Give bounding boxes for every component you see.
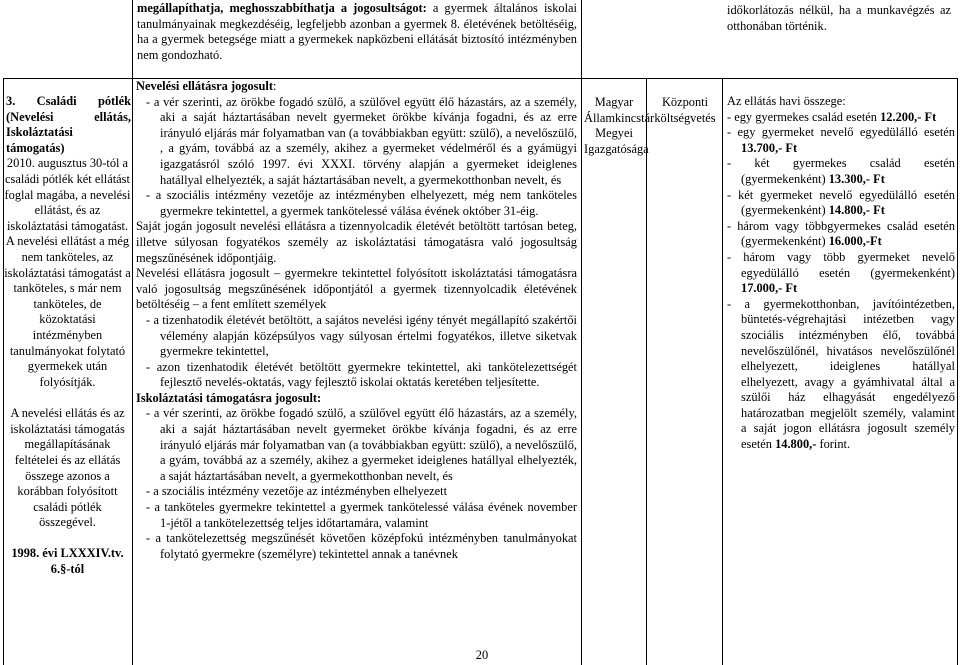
authority-cell: [584, 95, 655, 157]
amount-value: 13.300,- Ft: [828, 171, 885, 186]
top-cell-eligibility: [137, 1, 577, 63]
amount-cell: [727, 94, 955, 453]
amount-item-text: a gyermekotthonban, javítóintézetben, büntetés-végrehajtási intézetben vagy szociális intézményben élő, továbbá nevelőszülőnél, hivatásos nevelőszülőnél elhelyezett, ideiglenes hatállyal elhelyezett, avagy a gyámhivatal által a szülői ház elhagyását engedélyező határozatban megjelölt személy, valamint a saját jogon ellátásra jogosult személy esetén: [741, 296, 955, 452]
list-item: - a szociális intézmény vezetője az intézményben elhelyezett, még nem tanköteles gyermekre tekintettel, a gyermek tankötelessé válása évének október 31-éig.: [146, 188, 577, 218]
amount-item-text: három vagy többgyermekes család esetén (gyermekenként): [737, 218, 955, 249]
amount-item-text: két gyermeket nevelő egyedülálló esetén (gyermekenként): [738, 187, 955, 218]
heading-nevelesi-colon: :: [272, 79, 277, 93]
amount-item: - három vagy többgyermekes család esetén (gyermekenként) 16.000,-Ft: [727, 218, 955, 249]
list-item: - a vér szerinti, az örökbe fogadó szülő, a szülővel együtt élő házastárs, az a személy, aki a saját háztartásában nevelt gyermeket örökbe kívánja fogadni, és az erre irányuló eljárás már folyamatban van (a továbbiakban együtt: szülő), a nevelőszülő, , a gyám, továbbá az a személy, akihez a gyermeket védelméről és a gyámügyi igazgatásról szóló 1997. évi XXXI. törvény alapján a gyermeket ideiglenes hatállyal elhelyezték, a saját háztartásában nevelt, a gyermekotthonban nevelt, és: [146, 94, 577, 187]
amount-value: 12.200,- Ft: [880, 109, 937, 124]
list-item: - azon tizenhatodik életévét betöltött gyermekre tekintettel, aki tankötelezettségét fejlesztő nevelés-oktatás, vagy fejlesztő iskolai oktatás keretében teljesítette.: [146, 359, 577, 390]
page-number: 20: [475, 648, 489, 662]
top-cell-right: [727, 3, 951, 34]
amount-item-text: egy gyermekes család esetén: [734, 109, 881, 124]
amount-item: - két gyermeket nevelő egyedülálló esetén (gyermekenként) 14.800,- Ft: [727, 187, 955, 218]
top-cell-right-text: időkorlátozás nélkül, ha a munkavégzés az otthonában történik.: [727, 3, 951, 33]
list-item: - a szociális intézmény vezetője az intézményben elhelyezett: [146, 484, 448, 499]
list-item-text: a tankötelezettség megszűnését követően középfokú intézményben tanulmányokat folytató gyermekre (személyre) tekintettel annak a tanévnek: [155, 531, 577, 561]
heading-nevelesi: Nevelési ellátásra jogosult: [136, 79, 273, 93]
authority-text: Magyar Államkincstár Megyei Igazgatósága: [584, 95, 655, 156]
section-title: 3. Családi pótlék (Nevelési ellátás, Iskoláztatási támogatás): [6, 94, 131, 155]
list-item-text: a szociális intézmény vezetője az intézményben elhelyezett, még nem tanköteles gyermekre tekintettel, a gyermek tankötelessé válása évének október 31-éig.: [155, 188, 577, 218]
middle-cell: [136, 79, 577, 649]
amount-item: - két gyermekes család esetén (gyermekenként) 13.300,- Ft: [727, 156, 955, 186]
list-item-text: a vér szerinti, az örökbe fogadó szülő, a szülővel együtt élő házastárs, az a személy, aki a saját háztartásában nevelt gyermeket örökbe kívánja fogadni, és az erre irányuló eljárás már folyamatban van (a továbbiakban együtt: szülő), a nevelőszülő, , a gyám, továbbá az a személy, akihez a gyermeket védelméről és a gyámügyi igazgatásról szóló 1997. évi XXXI. törvény alapján a gyermeket ideiglenes hatállyal elhelyezték, a saját háztartásában nevelt, a gyermekotthonban nevelt, és: [153, 94, 577, 187]
funding-text: Központi költségvetés: [654, 95, 716, 125]
amount-value: 16.000,-Ft: [828, 234, 882, 249]
left-paragraph-3: A nevelési ellátás és az iskoláztatási támogatás megállapításának feltételei és az ellátás összege azonos a korábban folyósított családi pótlék összegével.: [10, 406, 125, 530]
list-item-text: azon tizenhatodik életévét betöltött gyermekre tekintettel, aki tankötelezettségét fejlesztő nevelés-oktatás, vagy fejlesztő iskolai oktatás keretében teljesítette.: [156, 359, 577, 390]
top-cell-bold: megállapíthatja, meghosszabbíthatja a jogosultságot:: [137, 1, 427, 15]
amount-value: 14.800,-: [775, 437, 817, 452]
amount-lead: Az ellátás havi összege:: [727, 94, 846, 108]
amount-item-text: két gyermekes család esetén (gyermekenként): [741, 156, 955, 186]
amount-tail: forint.: [816, 437, 851, 452]
funding-cell: [650, 95, 720, 126]
amount-item: - egy gyermekes család esetén 12.200,- Ft: [727, 109, 937, 124]
top-cell-text: a gyermek általános iskolai tanulmányainak megkezdéséig, legfeljebb azonban a gyermek 8. életévének betöltéséig, ha a gyermek betegsége miatt a gyermekek napközbeni ellátását biztosító intézményben nem gondozható.: [137, 1, 577, 62]
left-cell: [4, 94, 131, 577]
amount-value: 13.700,- Ft: [741, 140, 798, 155]
amount-item-text: egy gyermeket nevelő egyedülálló esetén: [737, 125, 955, 140]
list-item-text: a vér szerinti, az örökbe fogadó szülő, a szülővel együtt élő házastárs, az a személy, aki a saját háztartásában nevelt gyermeket örökbe kívánja fogadni, és az erre irányuló eljárás már folyamatban van (a továbbiakban együtt: szülő), a nevelőszülő, a gyám, továbbá az a személy, akihez a gyermeket ideiglenes hatállyal elhelyezték, a saját háztartásában nevelt, a gyermekotthonban nevelt, és: [153, 406, 577, 483]
amount-item-institution: - a gyermekotthonban, javítóintézetben, büntetés-végrehajtási intézetben vagy szociális intézményben élő, továbbá nevelőszülőnél, hivatásos nevelőszülőnél elhelyezett, ideiglenes hatállyal elhelyezett, avagy a gyámhivatal által a szülői ház elhagyását engedélyező határozatban megjelölt személy, valamint a saját jogon ellátásra jogosult személy esetén 14.800,- forint.: [727, 296, 955, 452]
amount-item: - három vagy több gyermeket nevelő egyedülálló esetén (gyermekenként) 17.000,- Ft: [727, 249, 955, 296]
list-item-text: a tizenhatodik életévét betöltött, a sajátos nevelési igény tényét megállapító szakértői vélemény alapján középsúlyos vagy súlyosan értelmi fogyatékos, illetve siketvak gyermekre tekintettel,: [153, 312, 577, 359]
left-paragraph-1: 2010. augusztus 30-tól a családi pótlék két ellátást foglal magába, a nevelési ellátást, és az iskoláztatási támogatást.: [4, 156, 131, 233]
list-item: - a tankötelezettség megszűnését követően középfokú intézményben tanulmányokat folytató gyermekre (személyre) tekintettel annak a tanévnek: [146, 531, 577, 561]
list-item-text: a tanköteles gyermekre tekintettel a gyermek tankötelessé válása évének november 1-jétől a tankötelezettség teljes időtartamára, valamint: [154, 500, 578, 530]
amount-item-text: három vagy több gyermeket nevelő egyedülálló esetén (gyermekenként): [741, 249, 955, 280]
list-item-text: a szociális intézmény vezetője az intézményben elhelyezett: [153, 484, 448, 499]
amount-value: 17.000,- Ft: [741, 281, 798, 296]
amount-value: 14.800,- Ft: [828, 203, 885, 218]
list-item: - a tizenhatodik életévét betöltött, a sajátos nevelési igény tényét megállapító szakértői vélemény alapján középsúlyos vagy súlyosan értelmi fogyatékos, illetve siketvak gyermekre tekintettel,: [146, 312, 577, 359]
paragraph-sajat: Saját jogán jogosult nevelési ellátásra a tizennyolcadik életévét betöltött tartósan beteg, illetve súlyosan fogyatékos személy az iskoláztatási támogatásra való jogosultság megszűnésének időpontjáig.: [136, 219, 577, 265]
heading-iskolaztatasi: Iskoláztatási támogatásra jogosult:: [136, 390, 322, 405]
list-item: - a vér szerinti, az örökbe fogadó szülő, a szülővel együtt élő házastárs, az a személy, aki a saját háztartásában nevelt gyermeket örökbe kívánja fogadni, és az erre irányuló eljárás már folyamatban van (a továbbiakban együtt: szülő), a nevelőszülő, a gyám, továbbá az a személy, akihez a gyermeket ideiglenes hatállyal elhelyezték, a saját háztartásában nevelt, a gyermekotthonban nevelt, és: [146, 406, 577, 483]
paragraph-nevelesi: Nevelési ellátásra jogosult – gyermekre tekintettel folyósított iskoláztatási támogatásra való jogosultság megszűnésének időpontjától a gyermek tizennyolcadik életévének betöltéséig – a fent említett személyek: [136, 266, 577, 312]
law-reference: 1998. évi LXXXIV.tv. 6.§-tól: [11, 546, 124, 576]
list-item: - a tanköteles gyermekre tekintettel a gyermek tankötelessé válása évének november 1-jétől a tankötelezettség teljes időtartamára, valamint: [146, 500, 578, 530]
left-paragraph-2: A nevelési ellátást a még nem tanköteles, az iskoláztatási támogatást a tanköteles, s már nem tanköteles, de közoktatási intézményben tanulmányokat folytató gyermekek után folyósítják.: [4, 234, 131, 389]
amount-item: - egy gyermeket nevelő egyedülálló esetén 13.700,- Ft: [727, 125, 955, 155]
